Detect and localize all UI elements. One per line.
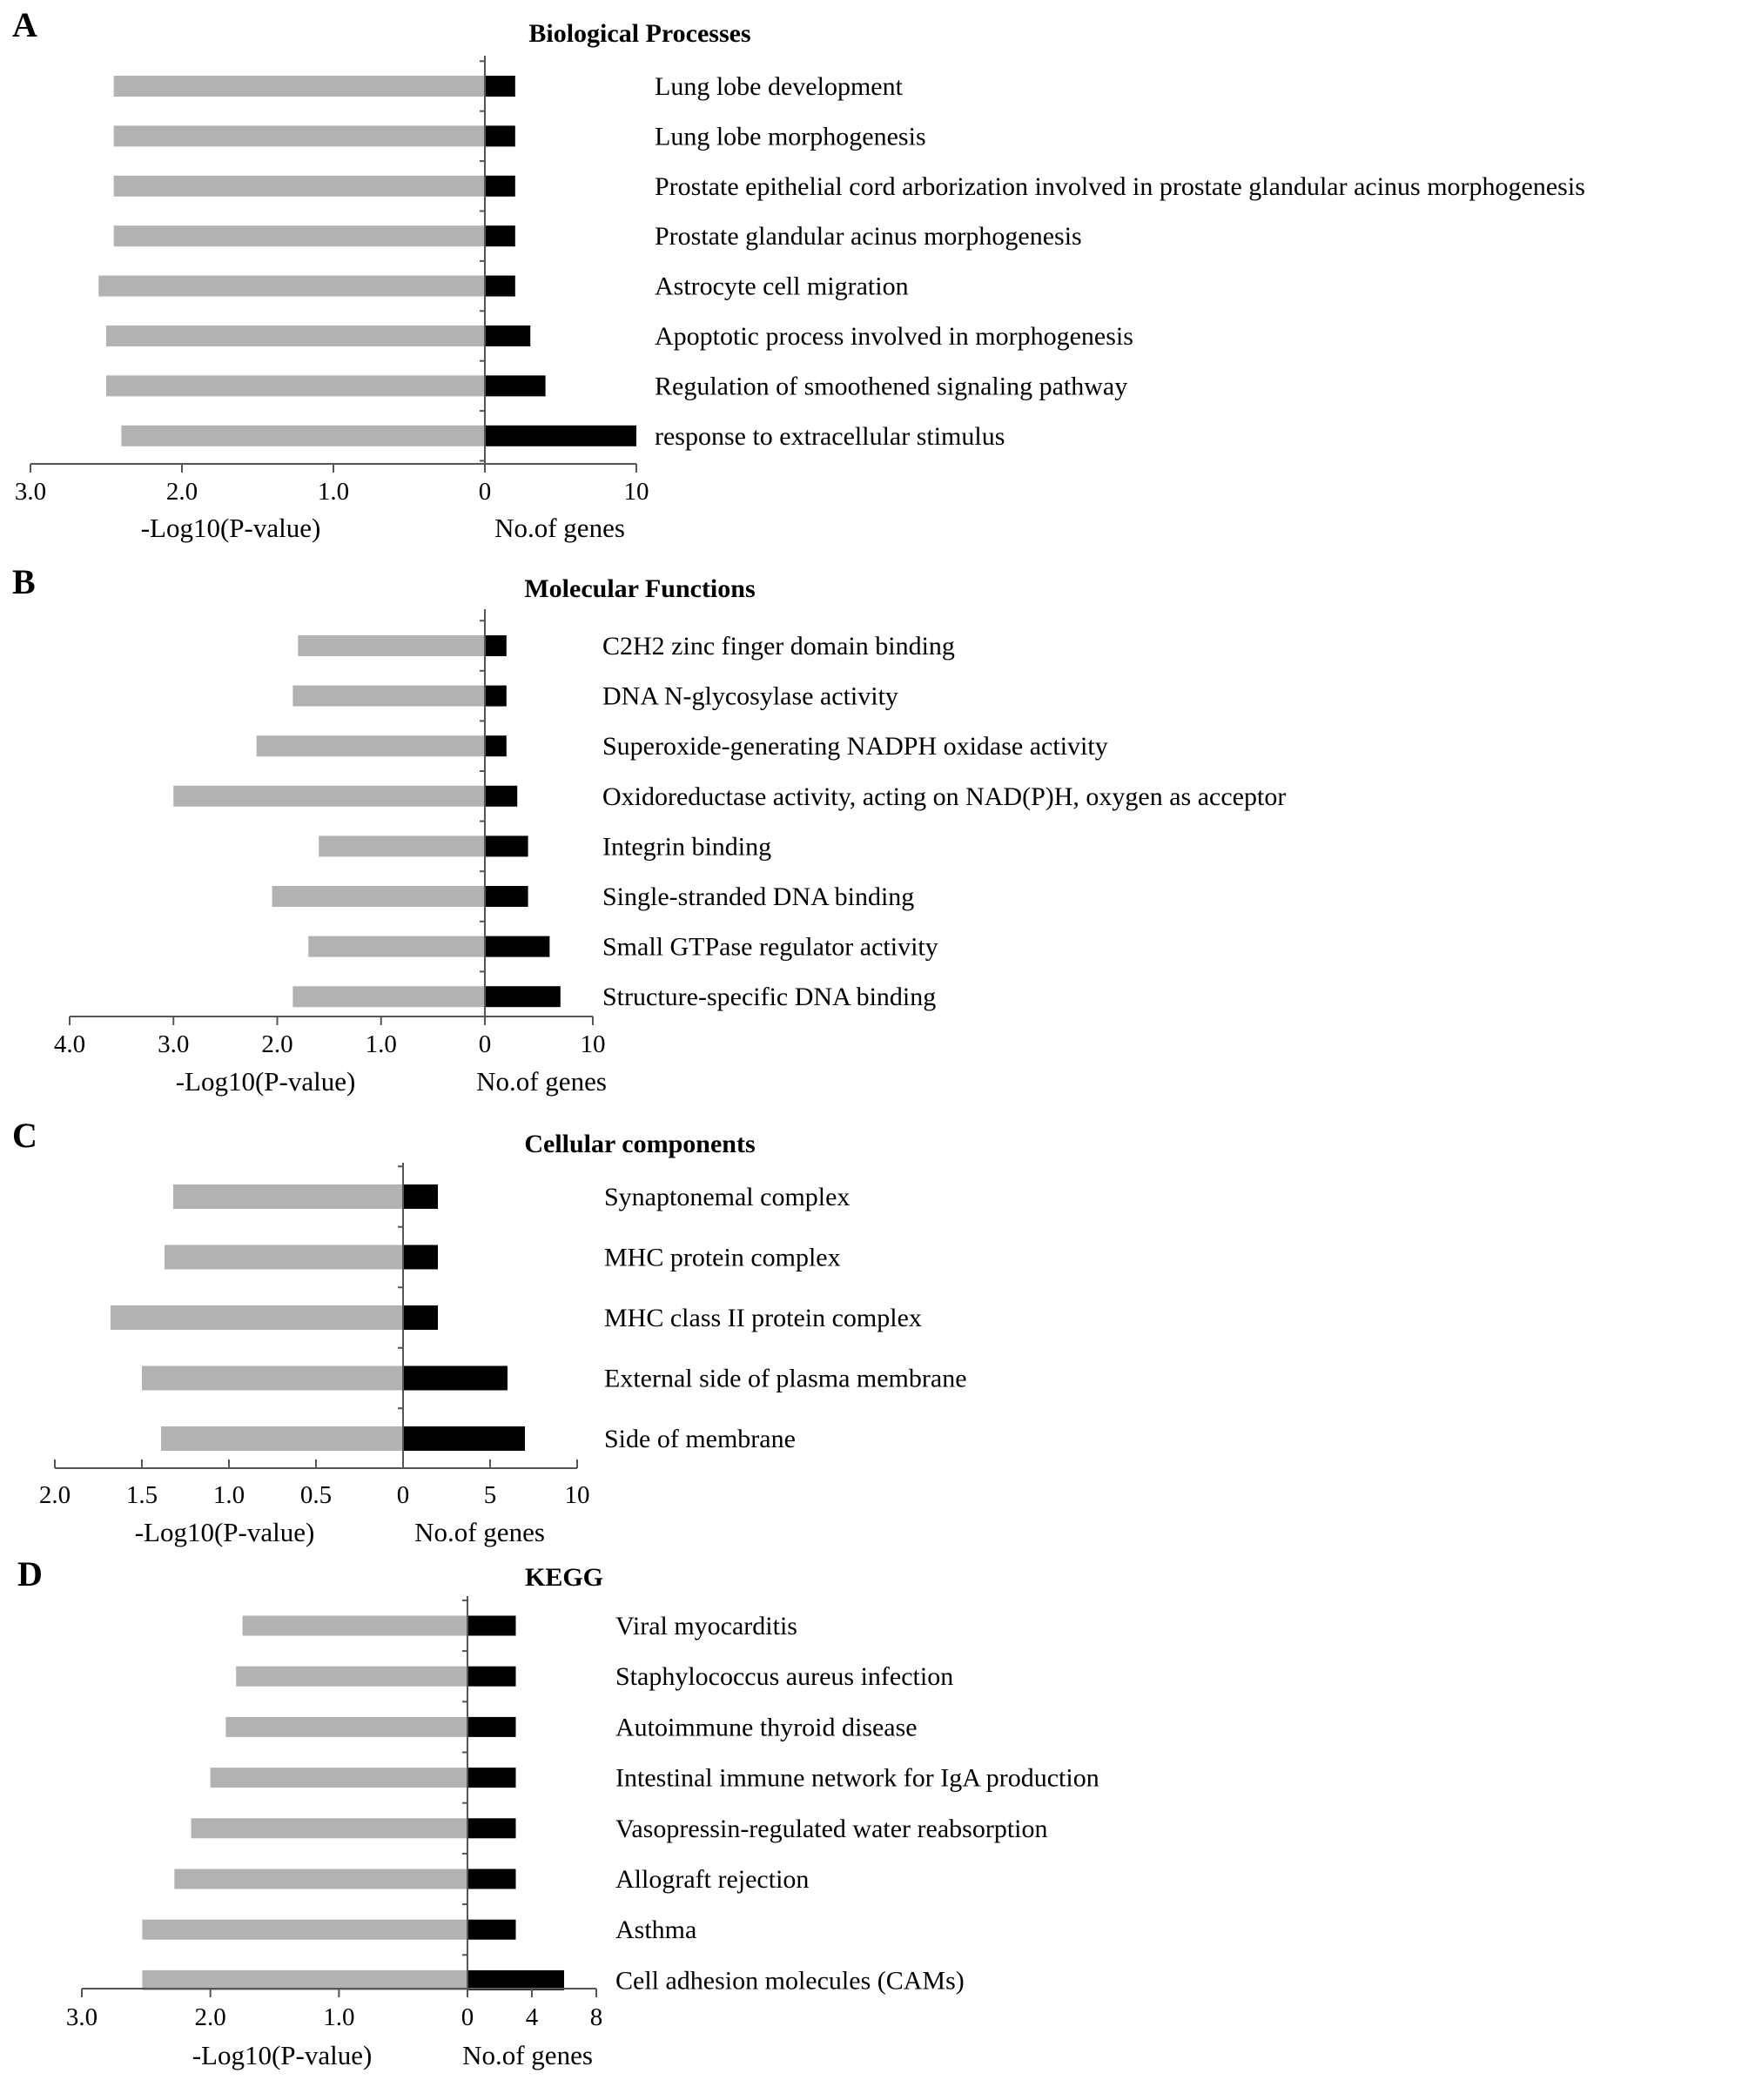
pvalue-bar [292,986,485,1007]
pvalue-bar [192,1818,467,1838]
category-label: Autoimmune thyroid disease [615,1713,918,1742]
category-label: Oxidoreductase activity, acting on NAD(P)H, oxygen as acceptor [602,782,1287,811]
gene-count-bar [485,886,528,907]
pvalue-bar [114,176,485,197]
left-axis-title: -Log10(P-value) [140,513,321,543]
pvalue-bar [114,125,485,146]
category-label: Structure-specific DNA binding [602,983,937,1012]
panel-d [17,1554,1099,2070]
category-label: Superoxide-generating NADPH oxidase activity [602,732,1108,762]
category-label: Side of membrane [604,1425,796,1453]
panel-letter: D [17,1554,43,1593]
gene-count-bar [467,1768,516,1788]
gene-count-bar [403,1366,508,1391]
gene-count-bar [485,125,515,146]
gene-count-bar [467,1667,516,1687]
pvalue-bar [106,375,485,396]
category-label: Apoptotic process involved in morphogenesis [655,322,1133,351]
gene-count-bar [403,1426,525,1451]
right-tick-label: 10 [564,1481,590,1509]
right-tick-label: 5 [483,1481,497,1509]
pvalue-bar [142,1920,467,1940]
category-label: Synaptonemal complex [604,1183,850,1211]
left-tick-label: 1.5 [125,1481,158,1509]
left-tick-label: 0 [478,478,492,506]
right-axis-title: No.of genes [462,2040,593,2070]
category-label: MHC class II protein complex [604,1304,922,1332]
pvalue-bar [121,426,485,446]
right-axis-title: No.of genes [476,1066,607,1097]
category-label: Integrin binding [602,832,772,862]
category-label: Lung lobe development [655,72,903,101]
left-axis-title: -Log10(P-value) [175,1066,356,1097]
gene-count-bar [485,176,515,197]
panel-b [12,562,1286,1097]
pvalue-bar [165,1245,403,1270]
left-tick-label: 3.0 [158,1030,190,1058]
right-axis-title: No.of genes [494,513,625,543]
left-tick-label: 1.0 [365,1030,397,1058]
pvalue-bar [272,886,485,907]
right-tick-label: 10 [580,1030,606,1058]
pvalue-bar [225,1717,467,1737]
left-tick-label: 1.0 [323,2003,355,2031]
pvalue-bar [308,936,485,957]
pvalue-bar [142,1970,467,1990]
category-label: Intestinal immune network for IgA production [615,1763,1099,1793]
pvalue-bar [236,1667,467,1687]
left-axis-title: -Log10(P-value) [192,2040,373,2070]
gene-count-bar [485,786,517,807]
left-tick-label: 1.0 [317,478,350,506]
panel-letter: A [12,5,37,44]
category-label: Prostate glandular acinus morphogenesis [655,222,1082,252]
left-tick-label: 2.0 [165,478,198,506]
panel-title: Molecular Functions [524,574,756,603]
gene-count-bar [467,1616,516,1636]
panel-title: KEGG [524,1563,604,1592]
gene-count-bar [485,635,507,656]
panel-a [12,5,1585,543]
left-tick-label: 3.0 [65,2003,98,2031]
left-axis-title: -Log10(P-value) [134,1517,315,1547]
gene-count-bar [485,936,549,957]
left-tick-label: 2.0 [261,1030,293,1058]
pvalue-bar [98,276,485,297]
gene-count-bar [467,1920,516,1940]
gene-count-bar [485,276,515,297]
panel-title: Cellular components [524,1130,756,1158]
category-label: DNA N-glycosylase activity [602,681,898,711]
panel-letter: B [12,562,36,601]
pvalue-bar [292,686,485,707]
right-tick-label: 8 [589,2003,603,2031]
pvalue-bar [211,1768,467,1788]
right-axis-title: No.of genes [414,1517,545,1547]
gene-count-bar [467,1717,516,1737]
panel-c [12,1116,967,1547]
gene-count-bar [467,1818,516,1838]
gene-count-bar [403,1305,438,1330]
pvalue-bar [173,786,485,807]
left-tick-label: 2.0 [38,1481,71,1509]
gene-count-bar [485,735,507,756]
gene-count-bar [485,686,507,707]
gene-count-bar [485,426,636,446]
panel-letter: C [12,1116,37,1155]
pvalue-bar [114,225,485,246]
gene-count-bar [485,375,546,396]
category-label: C2H2 zinc finger domain binding [602,632,955,661]
pvalue-bar [319,835,485,856]
category-label: Prostate epithelial cord arborization involved in prostate glandular acinus morphogenesis [655,171,1585,201]
gene-count-bar [467,1970,564,1990]
left-tick-label: 0 [396,1481,410,1509]
pvalue-bar [174,1869,467,1889]
left-tick-label: 3.0 [14,478,47,506]
category-label: MHC protein complex [604,1243,841,1272]
gene-count-bar [403,1245,438,1270]
category-label: Regulation of smoothened signaling pathway [655,372,1128,401]
gene-count-bar [403,1184,438,1209]
gene-count-bar [485,986,561,1007]
category-label: Single-stranded DNA binding [602,882,915,911]
left-tick-label: 0 [478,1030,492,1058]
left-tick-label: 4.0 [53,1030,86,1058]
pvalue-bar [298,635,485,656]
gene-count-bar [467,1869,516,1889]
gene-count-bar [485,325,530,346]
category-label: Staphylococcus aureus infection [615,1662,954,1692]
category-label: Lung lobe morphogenesis [655,122,926,151]
category-label: External side of plasma membrane [604,1364,967,1393]
category-label: Astrocyte cell migration [655,272,909,301]
category-label: Vasopressin-regulated water reabsorption [615,1814,1048,1843]
left-tick-label: 0 [461,2003,474,2031]
pvalue-bar [173,1184,403,1209]
gene-count-bar [485,76,515,97]
pvalue-bar [142,1366,403,1391]
category-label: Asthma [615,1915,697,1945]
left-tick-label: 1.0 [212,1481,245,1509]
right-tick-label: 4 [525,2003,539,2031]
gene-count-bar [485,835,528,856]
gene-count-bar [485,225,515,246]
pvalue-bar [243,1616,467,1636]
pvalue-bar [106,325,485,346]
panel-title: Biological Processes [528,19,751,48]
category-label: response to extracellular stimulus [655,421,1005,451]
pvalue-bar [257,735,485,756]
pvalue-bar [111,1305,403,1330]
category-label: Small GTPase regulator activity [602,932,938,962]
pvalue-bar [114,76,485,97]
category-label: Viral myocarditis [615,1612,797,1640]
left-tick-label: 0.5 [299,1481,333,1509]
pvalue-bar [161,1426,403,1451]
right-tick-label: 10 [623,478,649,506]
category-label: Cell adhesion molecules (CAMs) [615,1966,965,1996]
category-label: Allograft rejection [615,1865,810,1894]
left-tick-label: 2.0 [194,2003,226,2031]
